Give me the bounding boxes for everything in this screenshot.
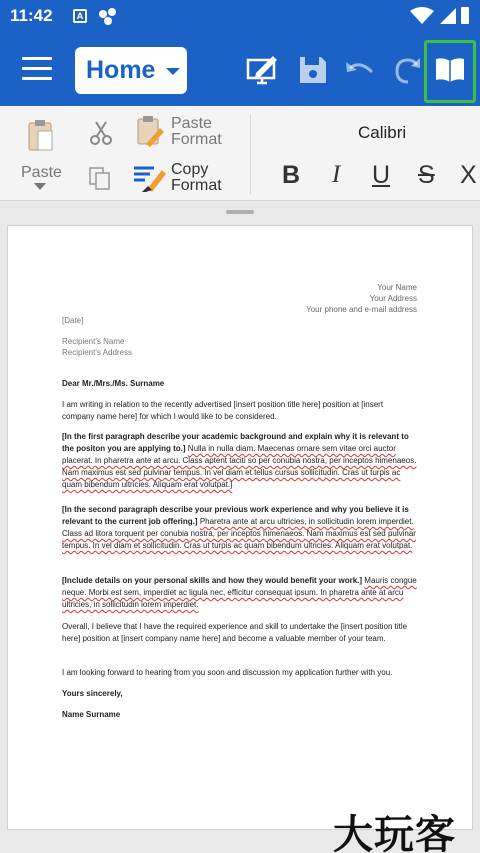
status-time: 11:42 xyxy=(10,6,53,25)
paragraph-experience xyxy=(62,504,417,552)
app-toolbar xyxy=(0,32,480,106)
format-painter-icon xyxy=(134,162,166,192)
letter-date: [Date] xyxy=(62,316,84,325)
paste-label: Paste xyxy=(21,164,62,181)
paste-format-label-1: Paste xyxy=(171,115,212,132)
copy-icon[interactable] xyxy=(88,166,112,190)
strikethrough-button[interactable]: S xyxy=(418,161,435,189)
copy-format-label-2: Format xyxy=(171,177,222,194)
save-icon[interactable] xyxy=(297,54,329,86)
paragraph-experience-body: Pharetra ante at arcu ultricies, in sollicitudin lorem imperdiet. Class ad litora torquent per conubia nostra, per inceptos himenaeos. Nam maximus est sed pulvinar tempus. In vel diam et sollicitudin. Cras ut turpis ac quam bibendum ultricies. Aliquam erat volutpat. xyxy=(62,517,416,550)
paragraph-skills-heading: [Include details on your personal skills and how they would benefit your work.] xyxy=(62,576,363,585)
font-name-selector[interactable]: Calibri xyxy=(358,123,407,142)
read-mode-button[interactable] xyxy=(424,40,476,103)
intro-paragraph: I am writing in relation to the recently advertised [insert position title here] position at [insert company name here] for which I would like to be considered. xyxy=(62,400,384,421)
paste-button[interactable] xyxy=(8,114,74,194)
ribbon xyxy=(0,106,480,201)
copy-format-button[interactable] xyxy=(134,158,234,196)
chevron-down-icon xyxy=(166,68,180,75)
italic-button[interactable]: I xyxy=(332,161,341,188)
paste-format-label-2: Format xyxy=(171,131,222,148)
paragraph-academic-body: Nulla in nulla diam. Maecenas ornare sem vitae orci auctor placerat. In pharetra ante at arcu. Class aptent taciti so per conubia nostra, per inceptos himenaeos. Nam maximus est sed pulvinar tempus. In vel diam et tellus cursus sollicitudin. Cras ut turpis ac quam bibendum ultricies. Aliquam erat volutpat.] xyxy=(62,444,417,489)
home-tab-label: Home xyxy=(86,56,156,84)
paragraph-overall: Overall, I believe that I have the required experience and skill to undertake the [insert position title here] position at [insert company name here] and become a valuable member of your team. xyxy=(62,622,408,643)
ribbon-divider xyxy=(250,114,251,194)
redo-icon[interactable] xyxy=(392,54,424,86)
document-page[interactable] xyxy=(7,225,473,830)
recipient-address: Recipient's Address xyxy=(62,348,133,357)
paste-dropdown-icon xyxy=(34,183,46,190)
sender-address: Your Address xyxy=(369,294,417,303)
bold-button[interactable]: B xyxy=(282,161,301,189)
sign-off: Yours sincerely, xyxy=(62,689,123,698)
menu-icon[interactable] xyxy=(22,57,52,81)
clipboard-icon xyxy=(27,118,55,152)
status-bar xyxy=(0,0,480,32)
notification-a-icon: A xyxy=(73,9,87,23)
sender-name: Your Name xyxy=(377,283,417,292)
salutation: Dear Mr./Mrs./Ms. Surname xyxy=(62,379,165,388)
paragraph-skills-body: Mauris congue neque. Morbi est sem, imperdiet ac ligula nec, efficitur consequat ipsum. In pharetra ante at arcu ultricies, in sollicitudin lorem imperdiet. xyxy=(62,576,417,609)
watermark: 大玩客 xyxy=(333,813,456,853)
undo-icon[interactable] xyxy=(344,54,376,86)
paragraph-skills xyxy=(62,575,417,611)
notification-cluster-icon xyxy=(96,7,120,27)
edit-mode-icon[interactable] xyxy=(246,54,278,86)
more-format-button[interactable]: X xyxy=(460,161,477,189)
sender-contact: Your phone and e-mail address xyxy=(306,305,417,314)
wifi-battery-icon xyxy=(408,6,470,26)
paste-format-button[interactable] xyxy=(134,112,234,150)
recipient-name: Recipient's Name xyxy=(62,337,125,346)
paragraph-closing: I am looking forward to hearing from you soon and discussion my application further with you. xyxy=(62,668,393,677)
copy-format-label-1: Copy xyxy=(171,161,209,178)
paragraph-experience-heading: [In the second paragraph describe your previous work experience and why you believe it is relevant to the current job offering.] xyxy=(62,505,409,526)
signature-name: Name Surname xyxy=(62,710,121,719)
drag-handle[interactable] xyxy=(226,210,254,214)
underline-button[interactable]: U xyxy=(372,161,391,189)
open-book-icon xyxy=(434,56,466,84)
home-tab-dropdown[interactable] xyxy=(75,47,187,94)
cut-icon[interactable] xyxy=(90,121,112,145)
paragraph-academic xyxy=(62,431,417,491)
paste-format-icon xyxy=(136,114,166,148)
paragraph-academic-heading: [In the first paragraph describe your academic background and explain why it is relevant to the positon you are applying to.] xyxy=(62,432,409,453)
